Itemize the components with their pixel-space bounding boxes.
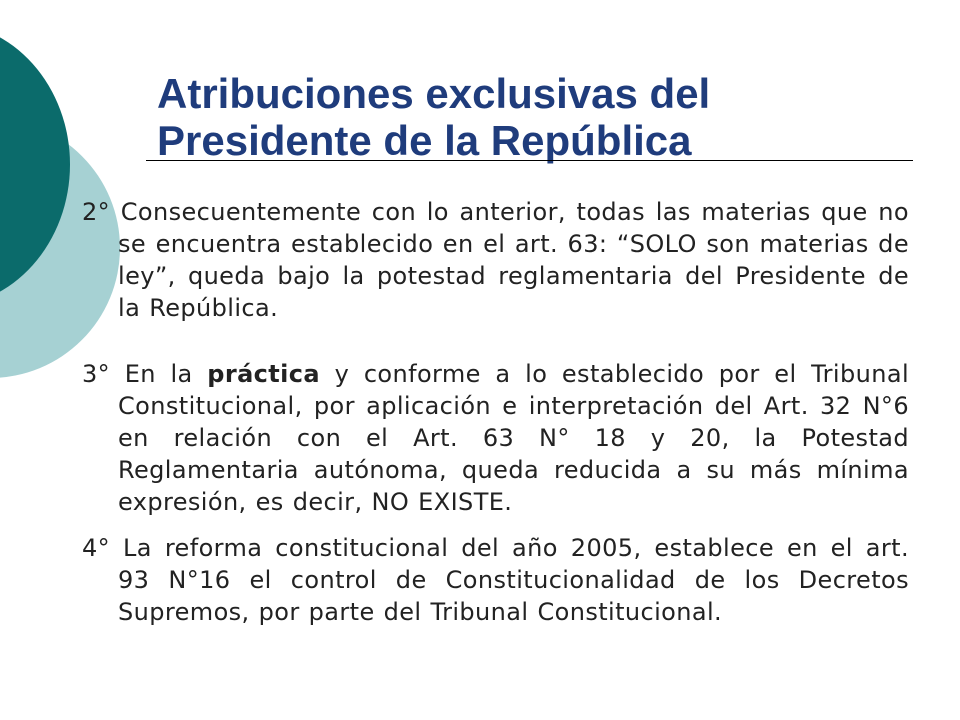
point-3-number: 3° [82,360,111,388]
slide-title [157,70,917,164]
point-3-paragraph [82,358,909,518]
point-4 [82,532,909,628]
point-3 [82,358,909,518]
point-3-text-after: y conforme a lo establecido por el Tribunal Constitucional, por aplicación e interpretación del Art. 32 N°6 en relación con el Art. 63 N° 18 y 20, la Potestad Reglamentaria autónoma, queda reducida a su más mínima expresión, es decir, NO EXISTE. [118,360,910,516]
slide-title-line-2: Presidente de la República [157,117,692,164]
point-2-number: 2° [82,198,111,226]
point-3-text-before: En la [124,360,193,388]
point-2-text: Consecuentemente con lo anterior, todas las materias que no se encuentra establecido en el art. 63: “SOLO son materias de ley”, queda bajo la potestad reglamentaria del Presidente de la República. [118,198,909,322]
point-2 [82,196,909,324]
title-underline-rule [146,160,913,161]
point-4-text: La reforma constitucional del año 2005, establece en el art. 93 N°16 el control de Constitucionalidad de los Decretos Supremos, por parte del Tribunal Constitucional. [118,534,910,626]
point-2-paragraph [82,196,909,324]
slide-title-line-1: Atribuciones exclusivas del [157,70,711,117]
point-4-paragraph [82,532,909,628]
point-3-emphasis: práctica [207,360,321,388]
point-4-number: 4° [82,534,111,562]
